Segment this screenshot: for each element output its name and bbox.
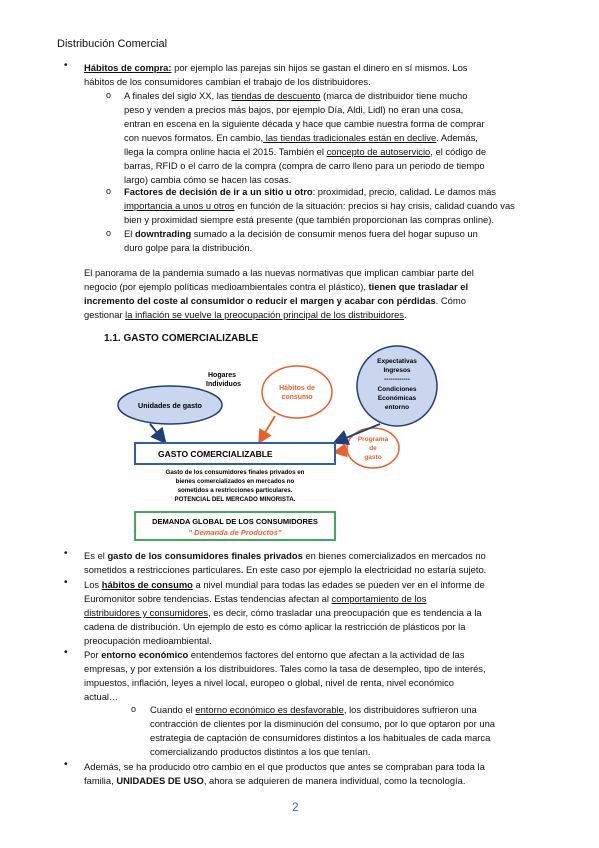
page-number: 2 — [292, 800, 299, 814]
svg-text:Programa: Programa — [357, 436, 389, 443]
label-gasto-comercializable: GASTO COMERCIALIZABLE — [158, 449, 273, 459]
svg-text:sometidos a restricciones part: sometidos a restricciones particulares. — [177, 487, 293, 494]
bullet-dot: • — [64, 577, 68, 588]
bullet-habitos-compra: Hábitos de compra: por ejemplo las parejas sin hijos se gastan el dinero en sí mismos. Los hábitos de los consumidores cambian el trabajo de los distribuidores. — [84, 62, 468, 87]
svg-text:de: de — [369, 445, 377, 452]
bullet-gasto-definicion: Es el gasto de los consumidores finales privados en bienes comercializados en mercados no sometidos a restricciones particulares. En este caso por ejemplo la electricidad no estaría sujeto. — [84, 550, 487, 575]
bullet-dot: • — [64, 759, 68, 770]
sub-bullet-circle: o — [106, 90, 112, 100]
bullet-unidades-uso: Además, se ha producido otro cambio en el que productos que antes se compraban para toda la familia, UNIDADES DE USO, ahora se adquieren de manera individual, como la tecnología. — [84, 761, 485, 786]
section-title: 1.1. GASTO COMERCIALIZABLE — [104, 333, 259, 344]
svg-text:bienes comercializados en merc: bienes comercializados en mercados no — [175, 478, 295, 485]
label-demanda-productos: " Demanda de Productos" — [188, 528, 282, 537]
svg-text:Económicas: Económicas — [377, 395, 417, 402]
svg-text:Expectativas: Expectativas — [377, 358, 417, 365]
bullet-entorno-economico: Por entorno económico entendemos factores del entorno que afectan a la actividad de las empresas, y por extensión a los distribuidores. Tales como la tasa de desempleo, tipo de interés, impuestos, inflación, leyes a nivel local, europeo o global, nivel de renta, nivel económico actual… — [84, 649, 486, 702]
label-individuos: Individuos — [206, 381, 241, 388]
bullet-dot: • — [64, 647, 68, 658]
bullet-dot: • — [64, 548, 68, 559]
sub-bullet-factores: Factores de decisión de ir a un sitio u otro: proximidad, precio, calidad. Le damos más importancia a unos u otros en función de la situación: precios si hay crisis, calidad cuando vas bien y proximidad siempre está presente (que también proporcionan las compras online). — [124, 186, 515, 225]
svg-text:Ingresos: Ingresos — [383, 367, 411, 374]
bullet-habitos-consumo: Los hábitos de consumo a nivel mundial para todas las edades se pueden ver en el informe de Euromonitor sobre tendencias. Estas tendencias afectan al comportamiento de los distribuidores y consumidores, es decir, cómo trasladar una preocupación que es tendencia a la cadena de distribución. Un ejemplo de esto es cómo aplicar la restricción de plásticos por la preocupación medioambiental. — [84, 579, 485, 646]
paragraph-pandemia: El panorama de la pandemia sumado a las nuevas normativas que implican cambiar parte del negocio (por ejemplo políticas medioambientales contra el plástico), tienen que trasladar el incremento del coste al consumidor o reducir el margen y acabar con pérdidas. Cómo gestionar la inflación se vuelve la preocupación principal de los distribuidores. — [84, 267, 474, 320]
svg-text:------------: ------------ — [384, 376, 410, 383]
svg-text:Condiciones: Condiciones — [377, 386, 417, 393]
arrow-habitos — [260, 416, 275, 441]
sub-bullet-tiendas: A finales del siglo XX, las tiendas de descuento (marca de distribuidor tiene mucho peso y venden a precios más bajos, por ejemplo Día, Aldi, Lidl) no eran una cosa, entran en escena en la siguiente década y hace que cambie nuestra forma de comprar con nuevos formatos. En cambio, las tiendas tradicionales están en declive. Además, llega la compra online hacia el 2015. También el concepto de autoservicio, el código de barras, RFID o el carro de la compra (compra de carro lleno para un periodo de tiempo largo) cambia cómo se hacen las cosas. — [124, 90, 487, 185]
label-habitos-1: Hábitos de — [279, 385, 315, 392]
bullet-dot: • — [64, 60, 68, 71]
svg-text:Gasto de los consumidores fina: Gasto de los consumidores finales privados en — [165, 469, 305, 476]
sub-bullet-downtrading: El downtrading sumado a la decisión de consumir menos fuera del hogar supuso un duro golpe para la distribución. — [124, 228, 478, 253]
sub-bullet-circle: o — [106, 228, 112, 238]
svg-text:POTENCIAL DEL MERCADO MINORIST: POTENCIAL DEL MERCADO MINORISTA. — [174, 496, 296, 503]
sub-bullet-entorno-desfavorable: Cuando el entorno económico es desfavorable, los distribuidores sufrieron una contracción de clientes por la disminución del consumo, por lo que optaron por una estrategia de captación de consumidores distintos a los habituales de cada marca comercializando productos distintos a los que tenían. — [150, 704, 495, 757]
label-demanda: DEMANDA GLOBAL DE LOS CONSUMIDORES — [152, 517, 318, 526]
sub-bullet-circle: o — [106, 186, 112, 196]
svg-text:gasto: gasto — [364, 454, 382, 461]
habitos-consumo-circle — [262, 366, 332, 418]
svg-text:entorno: entorno — [384, 404, 410, 411]
arrow-programa — [336, 450, 348, 452]
label-habitos-2: consumo — [281, 394, 313, 401]
label-hogares: Hogares — [208, 372, 237, 379]
term-habitos-compra: Hábitos de compra: — [84, 62, 172, 73]
running-header: Distribución Comercial — [57, 38, 168, 50]
label-unidades-gasto: Unidades de gasto — [138, 401, 202, 410]
gasto-diagram — [110, 344, 450, 546]
arrow-unidades — [150, 424, 164, 441]
sub-bullet-circle: o — [131, 704, 137, 714]
